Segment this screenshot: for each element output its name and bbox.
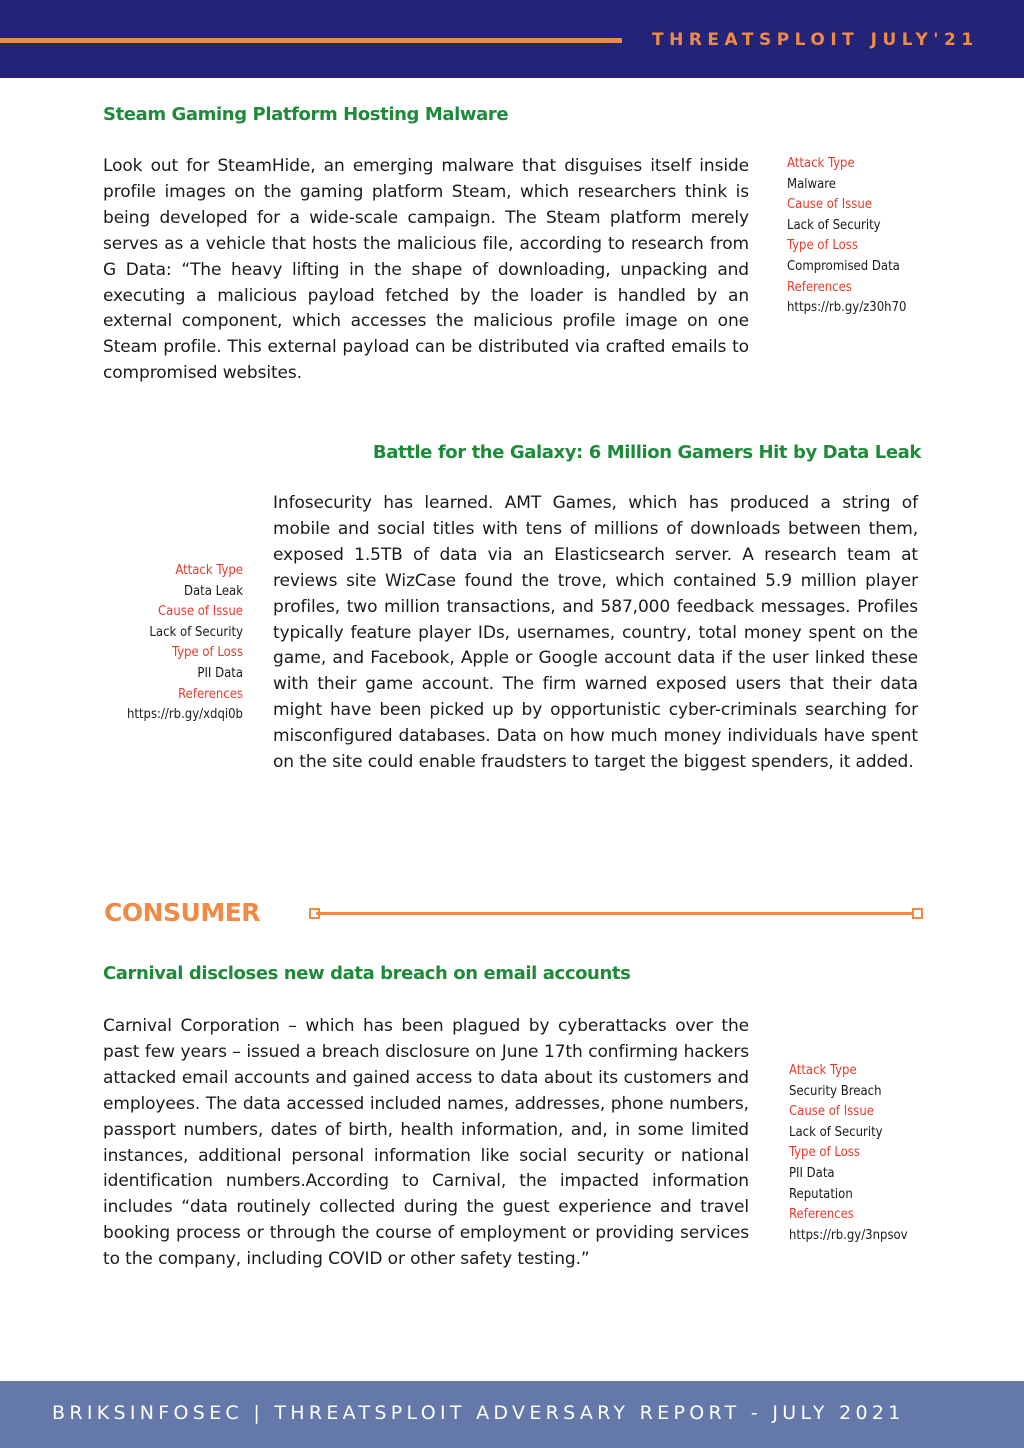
article-title: Battle for the Galaxy: 6 Million Gamers Hit by Data Leak [372, 442, 921, 463]
header-accent-line [0, 38, 622, 43]
section-heading: CONSUMER [104, 898, 261, 927]
meta-value: Malware [787, 176, 836, 192]
meta-reference: https://rb.gy/z30h70 [787, 300, 907, 316]
meta-label: Attack Type [789, 1063, 857, 1078]
meta-value: PII Data [197, 665, 243, 681]
article-meta [787, 154, 906, 319]
meta-value: Data Leak [183, 583, 243, 599]
meta-value: Lack of Security [149, 624, 243, 640]
meta-label: References [789, 1207, 854, 1223]
meta-value: Lack of Security [787, 217, 881, 233]
meta-reference: https://rb.gy/3npsov [789, 1227, 908, 1243]
meta-label: References [787, 279, 852, 295]
meta-label: Cause of Issue [158, 604, 243, 620]
meta-value: PII Data [789, 1165, 835, 1181]
meta-label: Cause of Issue [789, 1104, 874, 1120]
article-meta [789, 1061, 908, 1246]
meta-value: Security Breach [789, 1083, 882, 1099]
meta-label: Type of Loss [789, 1145, 860, 1161]
meta-label: Type of Loss [172, 645, 243, 661]
meta-label: Attack Type [787, 156, 855, 171]
meta-value: Compromised Data [787, 258, 900, 274]
meta-label: Cause of Issue [787, 197, 872, 213]
meta-label: Attack Type [175, 563, 243, 578]
meta-label: References [178, 686, 243, 702]
header-bar [0, 0, 1024, 78]
meta-value: Reputation [789, 1186, 853, 1202]
meta-value: Lack of Security [789, 1124, 883, 1140]
rule-node-right [912, 908, 923, 919]
article-body: Infosecurity has learned. AMT Games, which has produced a string of mobile and social titles with tens of millions of downloads between them, exposed 1.5TB of data via an Elasticsearch server. A research team at reviews site WizCase found the trove, which contained 5.9 million player profiles, two million transactions, and 587,000 feedback messages. Profiles typically feature player IDs, usernames, country, total money spent on the game, and Facebook, Apple or Google account data if the user linked these with their game account. The firm warned exposed users that their data might have been picked up by opportunistic cyber-criminals searching for misconfigured databases. Data on how much money individuals have spent on the site could enable fraudsters to target the biggest spenders, it added. [273, 493, 918, 773]
section-rule [316, 912, 914, 915]
meta-reference: https://rb.gy/xdqi0b [126, 707, 243, 723]
header-brand: THREATSPLOIT JULY'21 [652, 30, 979, 50]
footer-text: BRIKSINFOSEC | THREATSPLOIT ADVERSARY REPORT - JULY 2021 [52, 1402, 905, 1424]
article-body: Carnival Corporation – which has been plagued by cyberattacks over the past few years – issued a breach disclosure on June 17th confirming hackers attacked email accounts and gained access to data about its customers and employees. The data accessed included names, addresses, phone numbers, passport numbers, dates of birth, health information, and, in some limited instances, additional personal information like social security or national identification numbers.According to Carnival, the impacted information includes “data routinely collected during the guest experience and travel booking process or through the course of employment or providing services to the company, including COVID or other safety testing.” [103, 1016, 749, 1270]
article-title: Steam Gaming Platform Hosting Malware [103, 104, 509, 125]
article-title: Carnival discloses new data breach on email accounts [103, 963, 631, 984]
article-meta [127, 561, 243, 726]
footer-bar [0, 1381, 1024, 1448]
meta-label: Type of Loss [787, 238, 858, 254]
article-body: Look out for SteamHide, an emerging malware that disguises itself inside profile images on the gaming platform Steam, which researchers think is being developed for a wide-scale campaign. The Steam platform merely serves as a vehicle that hosts the malicious file, according to research from G Data: “The heavy lifting in the shape of downloading, unpacking and executing a malicious payload fetched by the loader is handled by an external component, which accesses the malicious profile image on one Steam profile. This external payload can be distributed via crafted emails to compromised websites. [103, 156, 749, 384]
